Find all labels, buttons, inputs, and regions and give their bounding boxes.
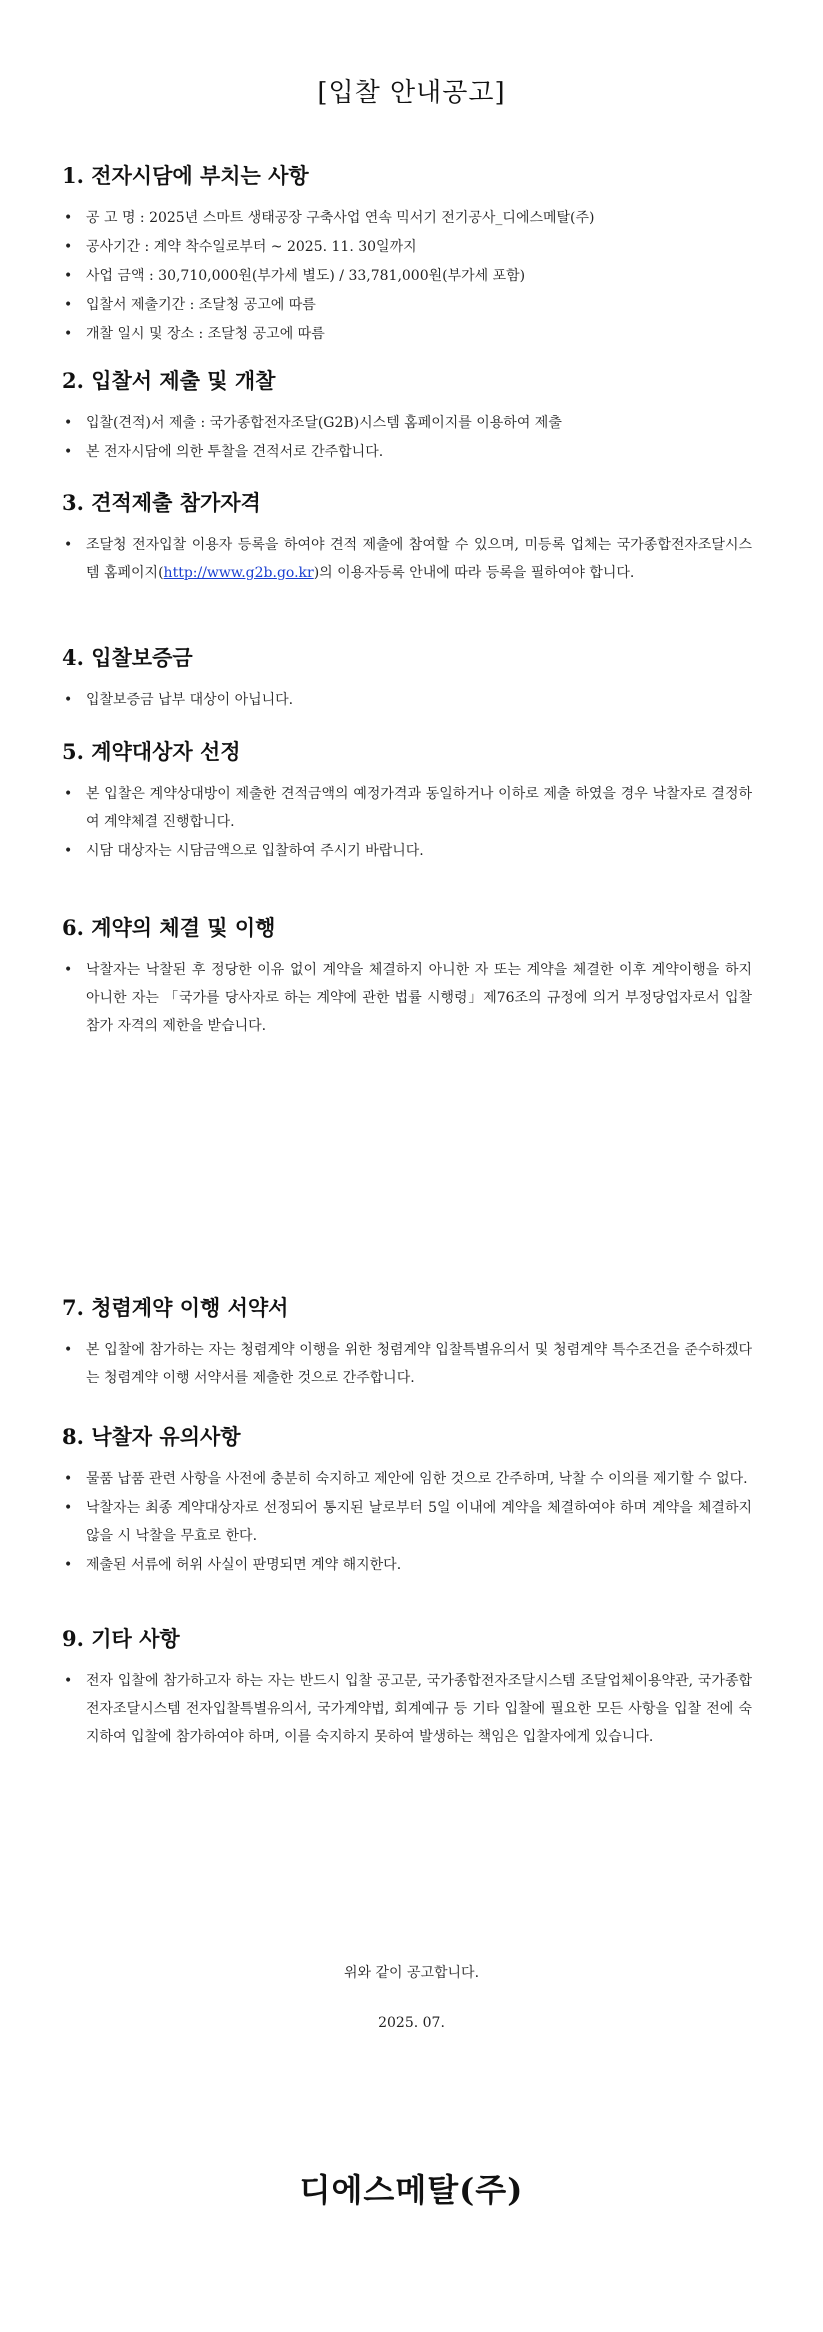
section-list [62, 531, 752, 587]
list-item: • 전자 입찰에 참가하고자 하는 자는 반드시 입찰 공고문, 국가종합전자조달시스템 조달업체이용약관, 국가종합전자조달시스템 전자입찰특별유의서, 국가계약법, 회계예규 등 기타 입찰에 필요한 모든 사항을 입찰 전에 숙지하여 입찰에 참가하여야 하며, 이를 숙지하지 못하여 발생하는 책임은 입찰자에게 있습니다. [62, 1667, 752, 1751]
section-list [62, 780, 752, 865]
company-name: 디에스메탈(주) [299, 2171, 524, 2209]
list-item-text: )의 이용자등록 안내에 따라 등록을 필하여야 합니다. [313, 565, 635, 581]
section-heading: 8. 낙찰자 유의사항 [62, 1424, 241, 1449]
list-item: • 낙찰자는 최종 계약대상자로 선정되어 통지된 날로부터 5일 이내에 계약을 체결하여야 하며 계약을 체결하지 않을 시 낙찰을 무효로 한다. [62, 1494, 752, 1550]
list-item: • 사업 금액 : 30,710,000원(부가세 별도) / 33,781,000원(부가세 포함) [62, 262, 752, 290]
section-heading: 6. 계약의 체결 및 이행 [62, 915, 276, 940]
section-list [62, 1667, 752, 1751]
section-list [62, 204, 752, 348]
list-item: • 낙찰자는 낙찰된 후 정당한 이유 없이 계약을 체결하지 아니한 자 또는 계약을 체결한 이후 계약이행을 하지 아니한 자는 「국가를 당사자로 하는 계약에 관한 법률 시행령」제76조의 규정에 의거 부정당업자로서 입찰참가 자격의 제한을 받습니다. [62, 956, 752, 1040]
list-item: • 입찰(견적)서 제출 : 국가종합전자조달(G2B)시스템 홈페이지를 이용하여 제출 [62, 409, 752, 437]
section-heading: 1. 전자시담에 부치는 사항 [62, 163, 309, 188]
list-item: • 제출된 서류에 허위 사실이 판명되면 계약 해지한다. [62, 1551, 752, 1579]
section-list [62, 686, 752, 714]
section-list [62, 956, 752, 1040]
section-heading: 5. 계약대상자 선정 [62, 739, 241, 764]
section-5 [62, 736, 752, 866]
list-item: • 시담 대상자는 시담금액으로 입찰하여 주시기 바랍니다. [62, 837, 752, 865]
section-heading: 2. 입찰서 제출 및 개찰 [62, 368, 276, 393]
closing-statement: 위와 같이 공고합니다. [343, 1965, 480, 1981]
section-6 [62, 912, 752, 1041]
announcement-date: 2025. 07. [378, 2015, 445, 2031]
section-heading: 3. 견적제출 참가자격 [62, 490, 261, 515]
section-9 [62, 1623, 752, 1752]
list-item: • 본 전자시담에 의한 투찰을 견적서로 간주합니다. [62, 438, 752, 466]
list-item: • 공 고 명 : 2025년 스마트 생태공장 구축사업 연속 믹서기 전기공사_디에스메탈(주) [62, 204, 752, 232]
section-1 [62, 160, 752, 349]
section-2 [62, 365, 752, 467]
section-3 [62, 487, 752, 588]
list-item-text: 조달청 전자입찰 이용자 등록을 하여야 견적 제출에 참여할 수 있으며, 미등록 업체는 국가종합전자조달시스템 홈페이지( [86, 537, 752, 581]
document-title: [입찰 안내공고] [317, 78, 506, 108]
list-item [62, 531, 752, 587]
list-item: • 본 입찰에 참가하는 자는 청렴계약 이행을 위한 청렴계약 입찰특별유의서 및 청렴계약 특수조건을 준수하겠다는 청렴계약 이행 서약서를 제출한 것으로 간주합니다. [62, 1336, 752, 1392]
section-heading: 4. 입찰보증금 [62, 645, 193, 670]
section-list [62, 1465, 752, 1579]
section-list [62, 409, 752, 466]
list-item: • 입찰서 제출기간 : 조달청 공고에 따름 [62, 291, 752, 319]
list-item: • 공사기간 : 계약 착수일로부터 ~ 2025. 11. 30일까지 [62, 233, 752, 261]
section-heading: 7. 청렴계약 이행 서약서 [62, 1295, 289, 1320]
section-list [62, 1336, 752, 1392]
section-heading: 9. 기타 사항 [62, 1626, 180, 1651]
list-item: • 입찰보증금 납부 대상이 아닙니다. [62, 686, 752, 714]
section-7 [62, 1292, 752, 1393]
list-item: • 개찰 일시 및 장소 : 조달청 공고에 따름 [62, 320, 752, 348]
section-8 [62, 1421, 752, 1580]
list-item: • 본 입찰은 계약상대방이 제출한 견적금액의 예정가격과 동일하거나 이하로 제출 하였을 경우 낙찰자로 결정하여 계약체결 진행합니다. [62, 780, 752, 836]
g2b-link[interactable]: http://www.g2b.go.kr [163, 565, 314, 581]
section-4 [62, 642, 752, 715]
list-item: • 물품 납품 관련 사항을 사전에 충분히 숙지하고 제안에 임한 것으로 간주하며, 낙찰 수 이의를 제기할 수 없다. [62, 1465, 752, 1493]
